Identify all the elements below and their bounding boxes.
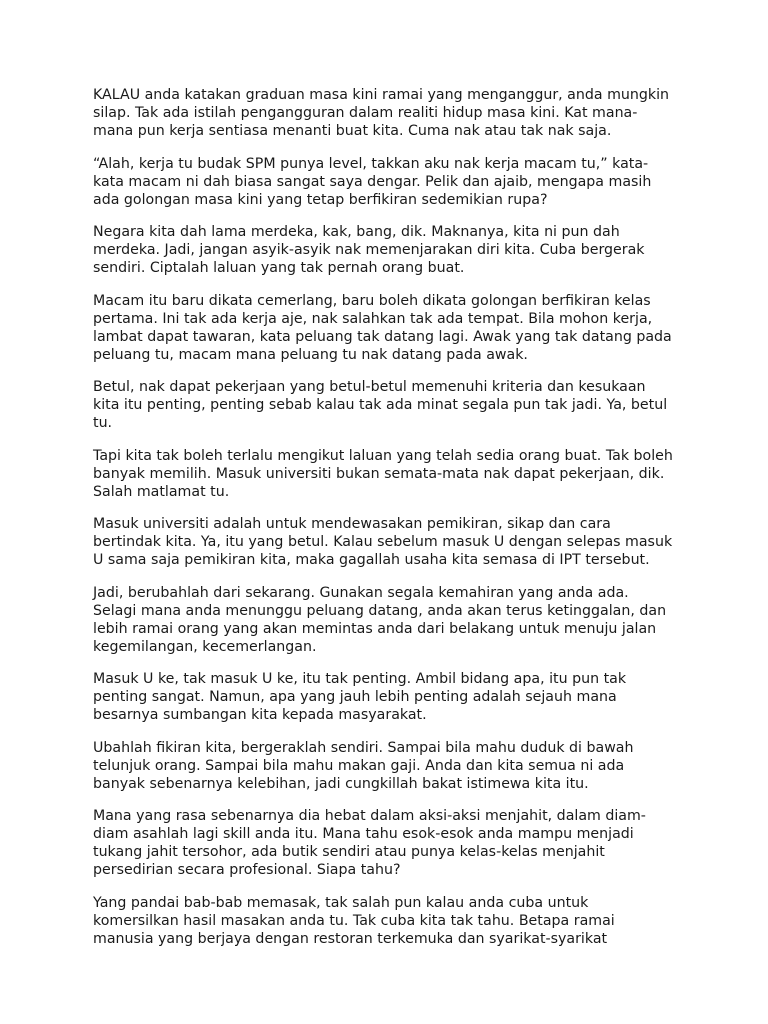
text-line: merdeka. Jadi, jangan asyik-asyik nak memenjarakan diri kita. Cuba bergerak: [93, 242, 645, 258]
text-line: bertindak kita. Ya, itu yang betul. Kalau sebelum masuk U dengan selepas masuk: [93, 534, 673, 550]
text-line: silap. Tak ada istilah pengangguran dalam realiti hidup masa kini. Kat mana-: [93, 105, 638, 121]
text-line: manusia yang berjaya dengan restoran terkemuka dan syarikat-syarikat: [93, 930, 608, 947]
text-line: banyak memilih. Masuk universiti bukan semata-mata nak dapat pekerjaan, dik.: [93, 465, 665, 482]
text-line: Selagi mana anda menunggu peluang datang, anda akan terus ketinggalan, dan: [93, 602, 667, 619]
text-line: KALAU anda katakan graduan masa kini ramai yang menganggur, anda mungkin: [93, 87, 670, 103]
text-line: Ubahlah fikiran kita, bergeraklah sendiri. Sampai bila mahu duduk di bawah: [93, 739, 634, 756]
text-line: Macam itu baru dikata cemerlang, baru boleh dikata golongan berfikiran kelas: [93, 292, 651, 309]
document-body: [93, 86, 679, 962]
text-line: Masuk U ke, tak masuk U ke, itu tak penting. Ambil bidang apa, itu pun tak: [93, 671, 627, 687]
text-line: Masuk universiti adalah untuk mendewasakan pemikiran, sikap dan cara: [93, 516, 611, 532]
text-line: Negara kita dah lama merdeka, kak, bang, dik. Maknanya, kita ni pun dah: [93, 224, 620, 240]
paragraph-4: [93, 292, 679, 364]
text-line: mana pun kerja sentiasa menanti buat kita. Cuma nak atau tak nak saja.: [93, 123, 612, 139]
text-line: tukang jahit tersohor, ada butik sendiri atau punya kelas-kelas menjahit: [93, 844, 605, 860]
paragraph-3: [93, 223, 679, 277]
text-line: diam asahlah lagi skill anda itu. Mana tahu esok-esok anda mampu menjadi: [93, 826, 634, 842]
text-line: persedirian secara profesional. Siapa tahu?: [93, 862, 401, 878]
text-line: kata macam ni dah biasa sangat saya dengar. Pelik dan ajaib, mengapa masih: [93, 173, 652, 190]
text-line: besarnya sumbangan kita kepada masyarakat.: [93, 707, 427, 723]
text-line: lambat dapat tawaran, kata peluang tak datang lagi. Awak yang tak datang pada: [93, 328, 672, 345]
paragraph-9: [93, 670, 679, 724]
text-line: Yang pandai bab-bab memasak, tak salah pun kalau anda cuba untuk: [93, 894, 589, 911]
paragraph-6: [93, 447, 679, 501]
text-line: “Alah, kerja tu budak SPM punya level, takkan aku nak kerja macam tu,” kata-: [93, 155, 649, 172]
text-line: tu.: [93, 415, 113, 431]
paragraph-10: [93, 739, 679, 793]
paragraph-1: [93, 86, 679, 140]
text-line: penting sangat. Namun, apa yang jauh lebih penting adalah sejauh mana: [93, 689, 617, 705]
paragraph-2: [93, 155, 679, 209]
text-line: kita itu penting, penting sebab kalau tak ada minat segala pun tak jadi. Ya, betul: [93, 397, 668, 413]
paragraph-12: [93, 894, 679, 948]
text-line: telunjuk orang. Sampai bila mahu makan gaji. Anda dan kita semua ni ada: [93, 757, 625, 774]
text-line: Salah matlamat tu.: [93, 483, 230, 500]
text-line: Mana yang rasa sebenarnya dia hebat dalam aksi-aksi menjahit, dalam diam-: [93, 808, 646, 824]
paragraph-5: [93, 378, 679, 432]
text-line: Betul, nak dapat pekerjaan yang betul-betul memenuhi kriteria dan kesukaan: [93, 379, 646, 395]
text-line: pertama. Ini tak ada kerja aje, nak salahkan tak ada tempat. Bila mohon kerja,: [93, 310, 653, 327]
text-line: peluang tu, macam mana peluang tu nak datang pada awak.: [93, 346, 528, 363]
text-line: banyak sebenarnya kelebihan, jadi cungkillah bakat istimewa kita itu.: [93, 775, 589, 792]
text-line: U sama saja pemikiran kita, maka gagallah usaha kita semasa di IPT tersebut.: [93, 552, 650, 568]
text-line: komersilkan hasil masakan anda tu. Tak cuba kita tak tahu. Betapa ramai: [93, 912, 615, 929]
text-line: ada golongan masa kini yang tetap berfikiran sedemikian rupa?: [93, 191, 548, 208]
text-line: lebih ramai orang yang akan memintas anda dari belakang untuk menuju jalan: [93, 620, 657, 637]
text-line: Jadi, berubahlah dari sekarang. Gunakan segala kemahiran yang anda ada.: [93, 584, 629, 601]
text-line: Tapi kita tak boleh terlalu mengikut laluan yang telah sedia orang buat. Tak boleh: [93, 447, 673, 464]
paragraph-7: [93, 515, 679, 569]
text-line: sendiri. Ciptalah laluan yang tak pernah orang buat.: [93, 260, 465, 276]
paragraph-8: [93, 584, 679, 656]
paragraph-11: [93, 807, 679, 879]
text-line: kegemilangan, kecemerlangan.: [93, 638, 317, 655]
